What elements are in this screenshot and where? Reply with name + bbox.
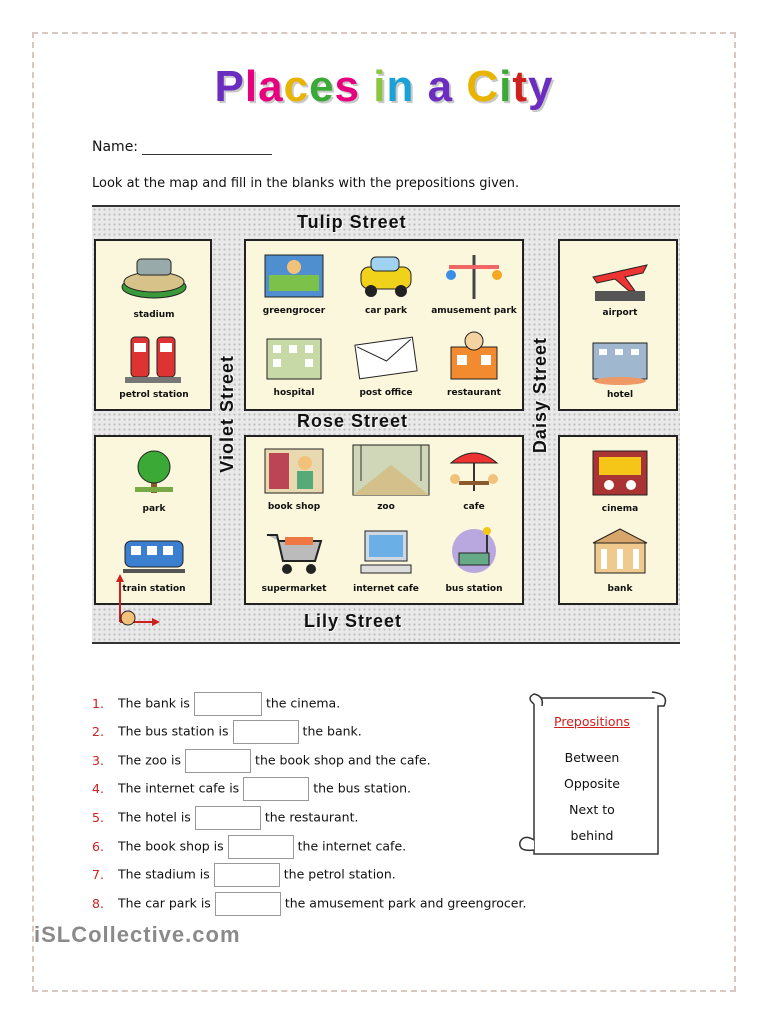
title-letter	[360, 62, 373, 112]
question-text-before: The stadium is	[118, 866, 210, 882]
place-label: zoo	[377, 502, 395, 512]
book-shop-icon	[259, 441, 329, 499]
question-text-after: the internet cafe.	[297, 838, 407, 854]
question-text-after: the bank.	[302, 723, 362, 739]
shopping-cart-icon	[259, 523, 329, 581]
bus-stop-icon	[439, 523, 509, 581]
question-6	[92, 835, 406, 859]
title-letter: a	[258, 62, 284, 111]
question-2	[92, 720, 362, 744]
place-label: bank	[607, 584, 633, 594]
place-zoo	[338, 441, 434, 512]
question-text-after: the cinema.	[265, 695, 341, 711]
instruction-text: Look at the map and fill in the blanks with the prepositions given.	[92, 176, 520, 191]
place-restaurant	[426, 327, 522, 398]
title-letter: a	[427, 62, 454, 111]
place-label: train station	[122, 584, 186, 594]
title-letter	[414, 62, 427, 112]
question-1	[92, 692, 340, 716]
question-text-after: the bus station.	[313, 780, 412, 796]
title-letter: e	[309, 62, 335, 111]
question-number: 6.	[92, 838, 104, 854]
block-top-middle	[244, 239, 524, 411]
place-label: hospital	[273, 388, 315, 398]
street-violet: Violet Street	[217, 355, 237, 473]
title-letter: P	[214, 62, 245, 111]
question-text-before: The car park is	[118, 895, 211, 911]
place-label: stadium	[133, 310, 175, 320]
place-label: bus station	[445, 584, 503, 594]
city-map	[92, 205, 680, 644]
place-label: greengrocer	[262, 306, 326, 316]
preposition-item: behind	[570, 828, 614, 843]
street-rose: Rose Street	[297, 411, 409, 431]
place-airport	[572, 247, 668, 318]
place-label: internet cafe	[353, 584, 419, 594]
place-post-office	[338, 327, 434, 398]
place-label: book shop	[267, 502, 321, 512]
cafe-umbrella-icon	[439, 441, 509, 499]
street-tulip: Tulip Street	[297, 212, 407, 232]
street-daisy: Daisy Street	[530, 337, 550, 454]
answer-blank[interactable]	[228, 835, 294, 859]
place-label: cinema	[601, 504, 639, 514]
tree-icon	[119, 443, 189, 501]
title-letter: s	[334, 62, 361, 111]
bank-icon	[585, 523, 655, 581]
place-book-shop	[246, 441, 342, 512]
question-5	[92, 806, 358, 830]
name-blank[interactable]	[142, 140, 272, 155]
direction-arrows-icon	[110, 572, 160, 632]
greengrocer-icon	[259, 245, 329, 303]
question-number: 3.	[92, 752, 104, 768]
street-lily: Lily Street	[304, 611, 403, 631]
question-text-after: the amusement park and greengrocer.	[284, 895, 527, 911]
airplane-icon	[585, 247, 655, 305]
place-greengrocer	[246, 245, 342, 316]
question-4	[92, 777, 411, 801]
place-label: amusement park	[431, 306, 517, 316]
question-number: 5.	[92, 809, 104, 825]
place-amusement-park	[426, 245, 522, 316]
block-bottom-middle	[244, 435, 524, 605]
title-letter: C	[466, 62, 500, 111]
title-letter: l	[244, 62, 259, 111]
place-stadium	[106, 249, 202, 320]
answer-blank[interactable]	[243, 777, 309, 801]
preposition-item: Opposite	[564, 776, 620, 791]
car-icon	[351, 245, 421, 303]
question-number: 4.	[92, 780, 104, 796]
preposition-item: Between	[564, 750, 620, 765]
place-label: cafe	[463, 502, 485, 512]
place-cinema	[572, 443, 668, 514]
question-text-before: The book shop is	[118, 838, 224, 854]
question-text-after: the restaurant.	[264, 809, 359, 825]
place-label: restaurant	[447, 388, 501, 398]
page-title	[0, 62, 768, 112]
answer-blank[interactable]	[233, 720, 299, 744]
hospital-icon	[259, 327, 329, 385]
question-8	[92, 892, 526, 916]
answer-blank[interactable]	[194, 692, 262, 716]
title-letter	[453, 62, 466, 112]
question-7	[92, 863, 396, 887]
block-top-left	[94, 239, 212, 411]
computer-icon	[351, 523, 421, 581]
place-label: post office	[359, 388, 413, 398]
restaurant-icon	[439, 327, 509, 385]
place-internet-cafe	[338, 523, 434, 594]
petrol-pump-icon	[119, 329, 189, 387]
block-bottom-right	[558, 435, 678, 605]
title-letter: t	[512, 62, 529, 111]
envelope-icon	[351, 327, 421, 385]
block-top-right	[558, 239, 678, 411]
title-letter: i	[373, 62, 387, 111]
answer-blank[interactable]	[195, 806, 261, 830]
place-hotel	[572, 329, 668, 400]
watermark: iSLCollective.com	[34, 922, 241, 947]
name-field[interactable]	[92, 139, 272, 155]
stadium-icon	[119, 249, 189, 307]
question-text-before: The hotel is	[118, 809, 191, 825]
prepositions-scroll	[512, 690, 672, 865]
prepositions-title: Prepositions	[554, 714, 630, 729]
place-label: supermarket	[261, 584, 327, 594]
answer-blank[interactable]	[215, 892, 281, 916]
cinema-icon	[585, 443, 655, 501]
title-letter: i	[499, 62, 513, 111]
question-text-after: the book shop and the cafe.	[255, 752, 431, 768]
place-car-park	[338, 245, 434, 316]
question-3	[92, 749, 431, 773]
place-bus-station	[426, 523, 522, 594]
preposition-item: Next to	[569, 802, 615, 817]
place-label: petrol station	[119, 390, 189, 400]
question-number: 8.	[92, 895, 104, 911]
question-text-before: The bus station is	[118, 723, 229, 739]
question-text-before: The internet cafe is	[118, 780, 240, 796]
answer-blank[interactable]	[185, 749, 251, 773]
place-label: airport	[602, 308, 638, 318]
question-number: 1.	[92, 695, 104, 711]
place-petrol-station	[106, 329, 202, 400]
place-cafe	[426, 441, 522, 512]
place-supermarket	[246, 523, 342, 594]
place-hospital	[246, 327, 342, 398]
question-text-after: the petrol station.	[283, 866, 396, 882]
question-text-before: The bank is	[118, 695, 190, 711]
zoo-gate-icon	[351, 441, 421, 499]
place-label: car park	[365, 306, 407, 316]
hotel-icon	[585, 329, 655, 387]
amusement-ride-icon	[439, 245, 509, 303]
place-bank	[572, 523, 668, 594]
place-label: park	[142, 504, 166, 514]
name-label: Name:	[92, 139, 139, 155]
question-number: 2.	[92, 723, 104, 739]
title-letter: c	[283, 62, 310, 111]
place-label: hotel	[606, 390, 634, 400]
question-number: 7.	[92, 866, 104, 882]
title-letter: n	[386, 62, 415, 111]
title-letter: y	[528, 62, 554, 111]
answer-blank[interactable]	[214, 863, 280, 887]
question-text-before: The zoo is	[118, 752, 182, 768]
place-park	[106, 443, 202, 514]
